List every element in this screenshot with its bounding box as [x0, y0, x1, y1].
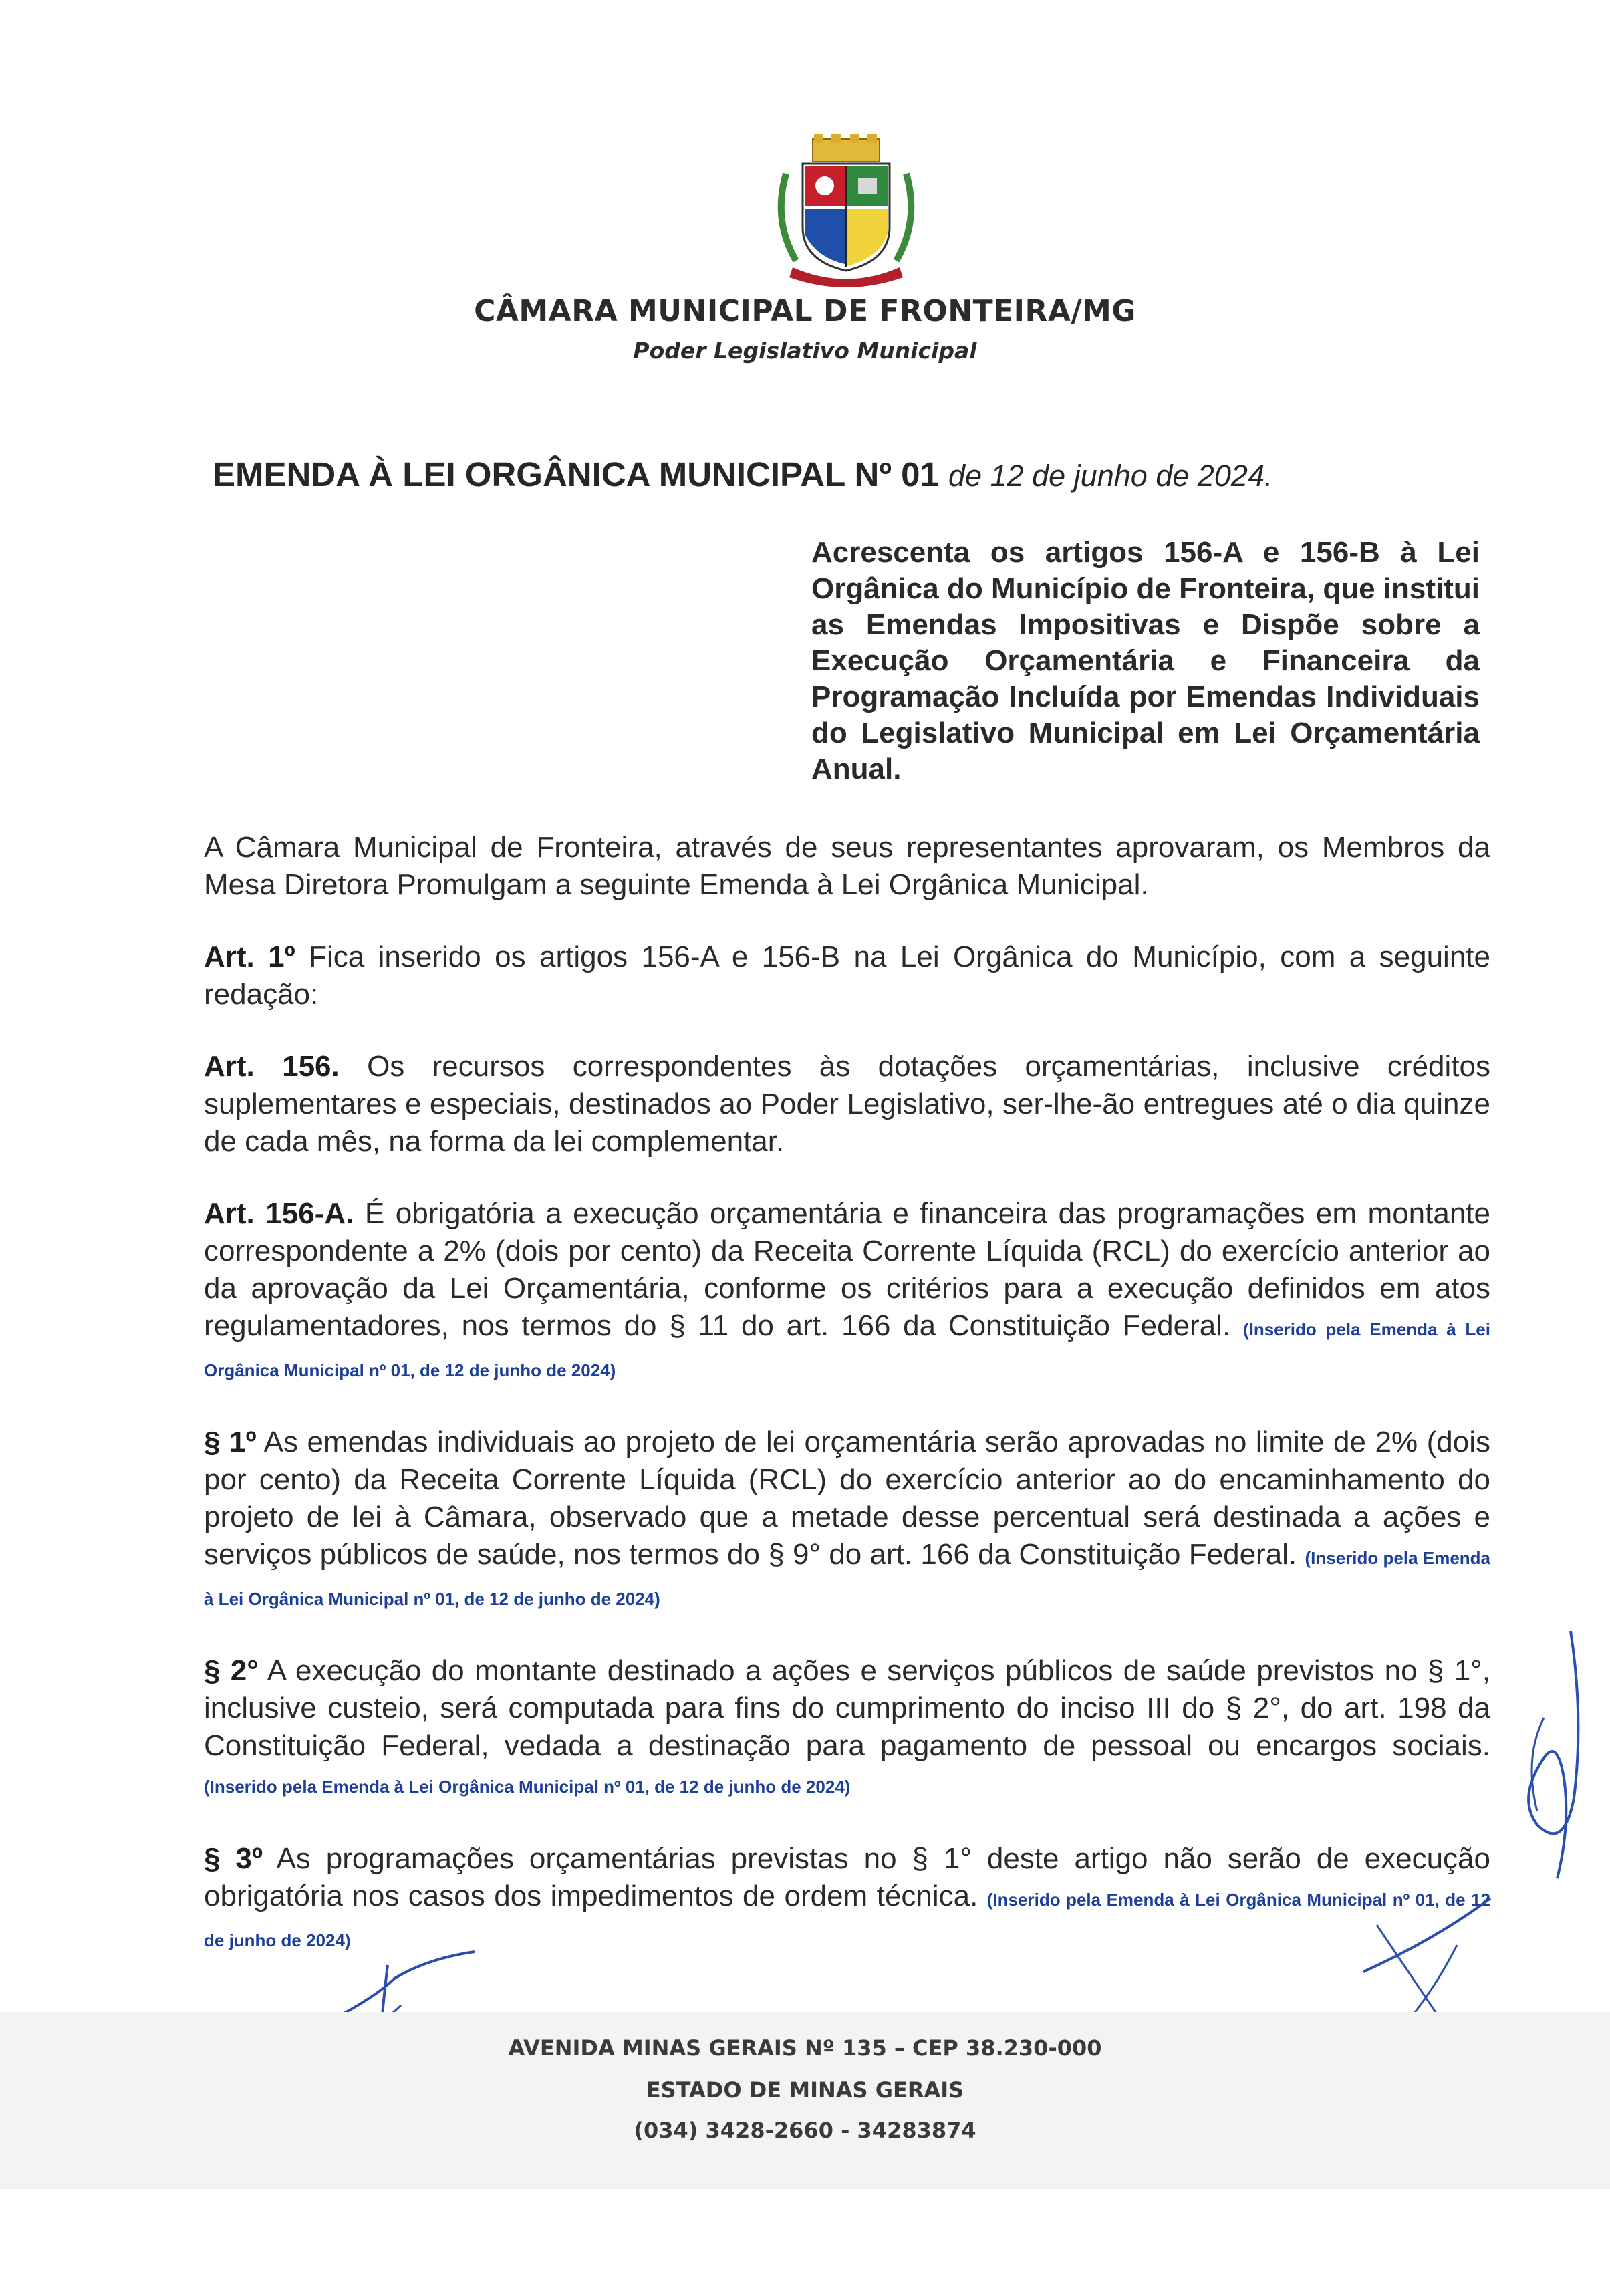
footer-state: ESTADO DE MINAS GERAIS	[646, 2077, 964, 2103]
article-1	[204, 938, 1490, 1013]
paragraph-2	[204, 1652, 1490, 1805]
law-title	[213, 455, 1273, 494]
paragraph-text: As programações orçamentárias previstas no § 1° deste artigo não serão de execução obrigatória nos casos dos impedimentos de ordem técnica.	[204, 1842, 1490, 1912]
article-text: Fica inserido os artigos 156-A e 156-B na Lei Orgânica do Município, com a seguinte redação:	[204, 940, 1490, 1011]
article-156	[204, 1048, 1490, 1160]
law-date: de 12 de junho de 2024.	[948, 459, 1273, 493]
chamber-name: CÂMARA MUNICIPAL DE FRONTEIRA/MG	[474, 294, 1136, 328]
paragraph-text: A execução do montante destinado a ações e serviços públicos de saúde previstos no § 1°, inclusive custeio, será computada para fins do cumprimento do inciso III do § 2°, do art. 198 da Constituição Federal, vedada a destinação para pagamento de pessoal ou encargos sociais.	[204, 1654, 1490, 1762]
law-number: EMENDA À LEI ORGÂNICA MUNICIPAL Nº 01	[213, 455, 939, 493]
footer-phone: (034) 3428-2660 - 34283874	[634, 2118, 976, 2143]
preamble: A Câmara Municipal de Fronteira, através de seus representantes aprovaram, os Membros da Mesa Diretora Promulgam a seguinte Emenda à Lei Orgânica Municipal.	[204, 831, 1490, 901]
paragraph-label: § 2°	[204, 1654, 259, 1687]
article-text: É obrigatória a execução orçamentária e financeira das programações em montante correspondente a 2% (dois por cento) da Receita Corrente Líquida (RCL) do exercício anterior ao da aprovação da Lei Orçamentária, conforme os critérios para a execução definidos em atos regulamentadores, nos termos do § 11 do art. 166 da Constituição Federal.	[204, 1197, 1490, 1342]
chamber-subtitle: Poder Legislativo Municipal	[633, 338, 977, 364]
insertion-note: (Inserido pela Emenda à Lei Orgânica Municipal nº 01, de 12 de junho de 2024)	[204, 1890, 1490, 1950]
law-body	[204, 829, 1490, 1994]
insertion-note: (Inserido pela Emenda à Lei Orgânica Municipal nº 01, de 12 de junho de 2024)	[204, 1319, 1490, 1380]
article-text: Os recursos correspondentes às dotações orçamentárias, inclusive créditos suplementares e especiais, destinados ao Poder Legislativo, ser-lhe-ão entregues até o dia quinze de cada mês, na forma da lei complementar.	[204, 1050, 1490, 1158]
law-summary: Acrescenta os artigos 156-A e 156-B à Lei Orgânica do Município de Fronteira, que institui as Emendas Impositivas e Dispõe sobre a Execução Orçamentária e Financeira da Programação Incluída por Emendas Individuais do Legislativo Municipal em Lei Orçamentária Anual.	[811, 536, 1480, 785]
municipal-coat-of-arms-icon	[766, 134, 926, 287]
margin-initials-signature	[1497, 1624, 1597, 1905]
insertion-note: (Inserido pela Emenda à Lei Orgânica Municipal nº 01, de 12 de junho de 2024)	[204, 1548, 1490, 1609]
insertion-note: (Inserido pela Emenda à Lei Orgânica Municipal nº 01, de 12 de junho de 2024)	[204, 1777, 851, 1797]
article-label: Art. 1º	[204, 940, 295, 973]
article-156-a	[204, 1195, 1490, 1389]
article-label: Art. 156-A.	[204, 1197, 354, 1230]
paragraph-label: § 3º	[204, 1842, 263, 1875]
paragraph-text: As emendas individuais ao projeto de lei orçamentária serão aprovadas no limite de 2% (dois por cento) da Receita Corrente Líquida (RCL) do exercício anterior ao do encaminhamento do projeto de lei à Câmara, observado que a metade desse percentual será destinada a ações e serviços públicos de saúde, nos termos do § 9° do art. 166 da Constituição Federal.	[204, 1426, 1490, 1571]
footer-address: AVENIDA MINAS GERAIS Nº 135 – CEP 38.230-000	[508, 2035, 1102, 2061]
paragraph-label: § 1º	[204, 1426, 257, 1458]
article-label: Art. 156.	[204, 1050, 340, 1083]
paragraph-1	[204, 1424, 1490, 1618]
